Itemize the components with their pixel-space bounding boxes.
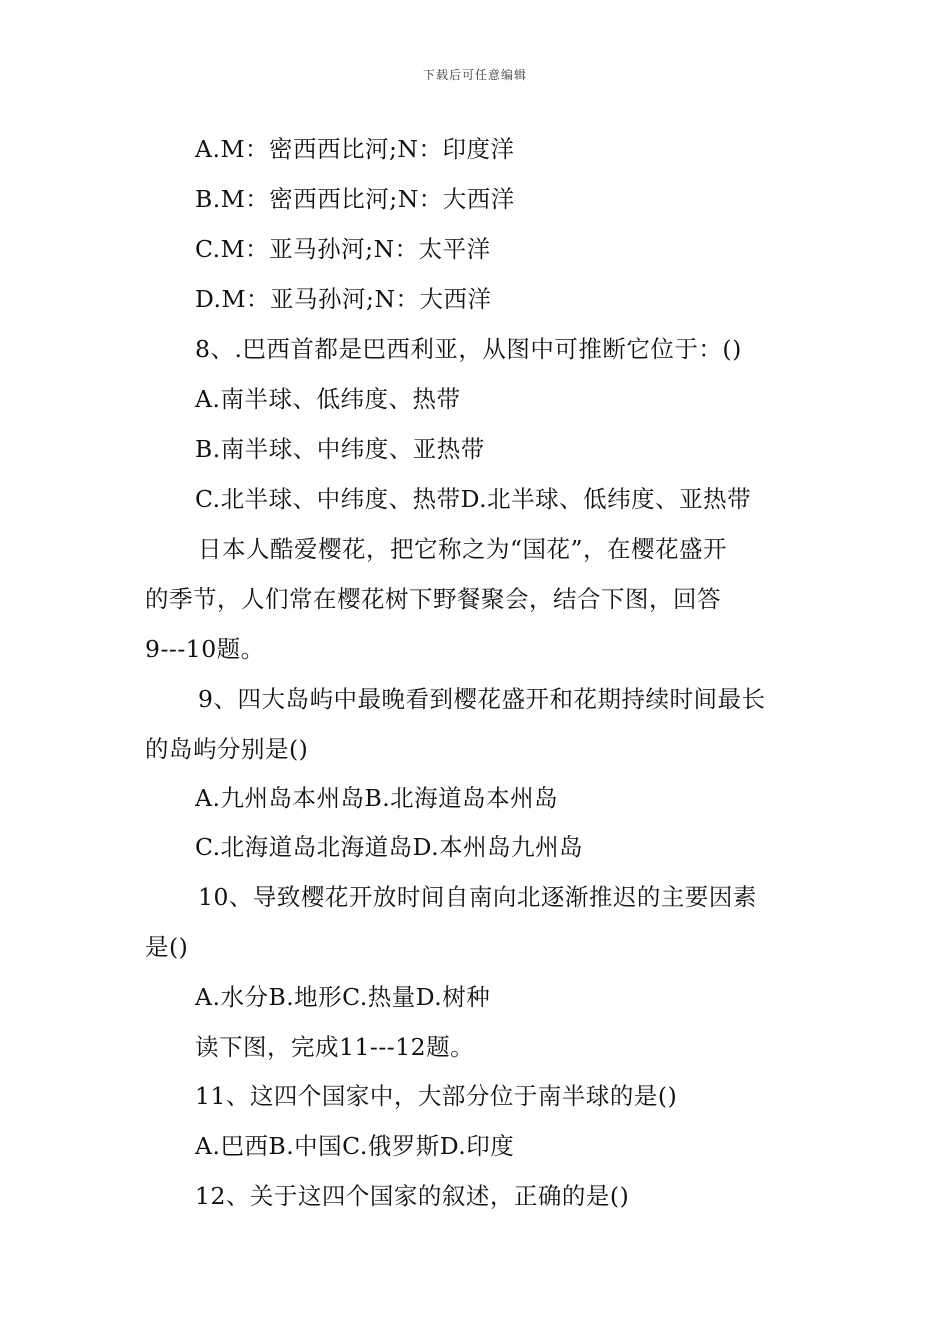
question-12: 12、关于这四个国家的叙述，正确的是() <box>195 1182 630 1210</box>
option-7c: C.M：亚马孙河;N：太平洋 <box>195 235 491 263</box>
option-9cd: C.北海道岛北海道岛D.本州岛九州岛 <box>195 833 584 861</box>
option-8a: A.南半球、低纬度、热带 <box>195 385 461 413</box>
question-10-cont: 是() <box>145 933 189 961</box>
question-10: 10、导致樱花开放时间自南向北逐渐推迟的主要因素 <box>198 883 757 911</box>
question-9-cont: 的岛屿分别是() <box>145 735 309 763</box>
option-7b: B.M：密西西比河;N：大西洋 <box>195 185 515 213</box>
option-9ab: A.九州岛本州岛B.北海道岛本州岛 <box>195 784 559 812</box>
option-7d: D.M：亚马孙河;N：大西洋 <box>195 285 492 313</box>
option-8cd: C.北半球、中纬度、热带D.北半球、低纬度、亚热带 <box>195 485 752 513</box>
page-header: 下载后可任意编辑 <box>422 68 527 82</box>
question-9: 9、四大岛屿中最晚看到樱花盛开和花期持续时间最长 <box>198 685 766 713</box>
question-11: 11、这四个国家中，大部分位于南半球的是() <box>195 1082 678 1110</box>
option-8b: B.南半球、中纬度、亚热带 <box>195 435 485 463</box>
option-10: A.水分B.地形C.热量D.树种 <box>195 983 491 1011</box>
passage-line-3: 9---10题。 <box>145 635 265 663</box>
passage-line-1: 日本人酷爱樱花，把它称之为“国花”，在樱花盛开 <box>198 535 728 563</box>
instruction-11-12: 读下图，完成11---12题。 <box>195 1033 475 1061</box>
option-11: A.巴西B.中国C.俄罗斯D.印度 <box>195 1132 515 1160</box>
question-8: 8、.巴西首都是巴西利亚，从图中可推断它位于：() <box>195 335 742 363</box>
option-7a: A.M：密西西比河;N：印度洋 <box>195 135 515 163</box>
passage-line-2: 的季节，人们常在樱花树下野餐聚会，结合下图，回答 <box>145 585 721 613</box>
